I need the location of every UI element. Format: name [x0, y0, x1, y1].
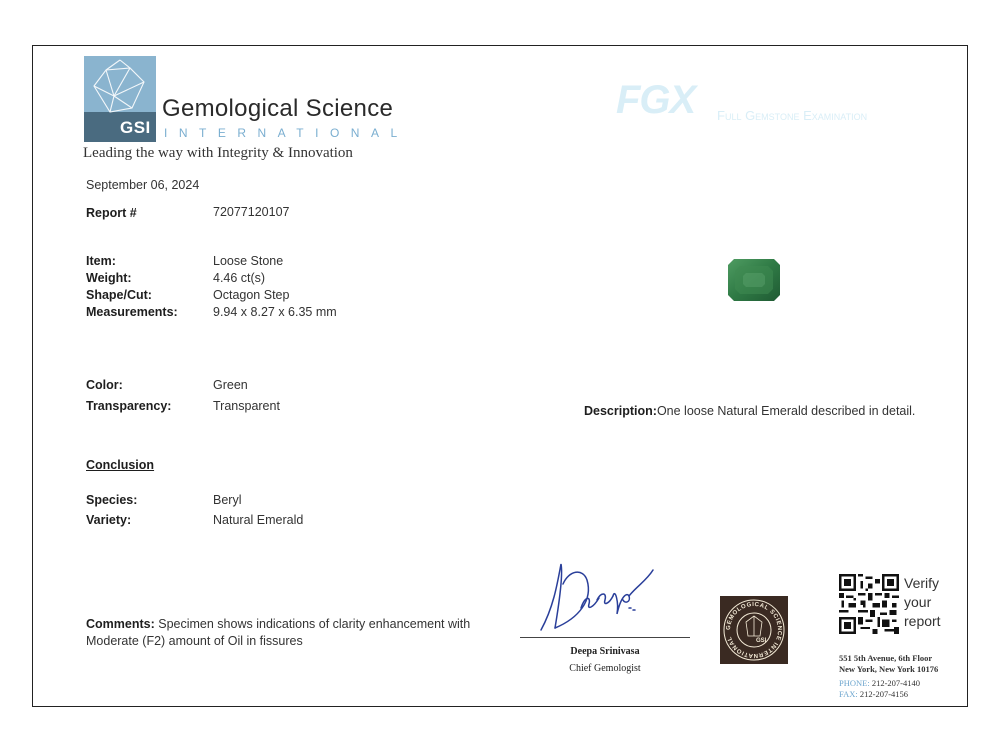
fax-number: 212-207-4156 — [859, 689, 909, 699]
fgx-logo: FGX — [616, 78, 696, 122]
logo-initials: GSI — [120, 118, 151, 137]
fax-label: FAX: — [839, 689, 858, 699]
detail-label: Transparency: — [86, 399, 172, 413]
handwritten-signature-icon — [533, 556, 663, 636]
detail-value: 4.46 ct(s) — [213, 271, 266, 285]
report-certificate — [32, 45, 968, 707]
detail-value: Natural Emerald — [213, 513, 304, 527]
detail-label: Variety: — [86, 513, 132, 527]
comments-label: Comments: — [86, 617, 155, 631]
phone-label: PHONE: — [839, 678, 870, 688]
detail-row — [86, 513, 406, 533]
comments-block — [86, 616, 471, 650]
address-line-2: New York, New York 10176 — [839, 664, 939, 674]
company-name: Gemological Science — [162, 95, 394, 122]
comments-text-2: Moderate (F2) amount of Oil in fissures — [86, 634, 303, 648]
detail-label: Item: — [86, 254, 116, 268]
report-date: September 06, 2024 — [86, 178, 200, 192]
verify-line-3: report — [904, 613, 941, 629]
detail-value: Loose Stone — [213, 254, 284, 268]
emerald-stone-image — [728, 259, 780, 301]
qr-code-icon — [839, 574, 899, 634]
report-number: 72077120107 — [213, 205, 290, 219]
verify-line-1: Verify — [904, 575, 940, 591]
conclusion-block — [86, 493, 406, 533]
signature-name: Deepa Srinivasa — [570, 646, 640, 657]
detail-value: 9.94 x 8.27 x 6.35 mm — [213, 305, 337, 319]
description-label: Description: — [584, 404, 657, 418]
seal-initials: GSI — [756, 638, 767, 644]
seal-icon — [720, 596, 788, 664]
detail-value: Beryl — [213, 493, 242, 507]
emerald-icon — [728, 259, 780, 301]
signature-line — [520, 637, 690, 638]
conclusion-heading: Conclusion — [86, 458, 155, 472]
address-line-1: 551 5th Avenue, 6th Floor — [839, 653, 933, 663]
detail-label: Measurements: — [86, 305, 178, 319]
detail-value: Green — [213, 378, 248, 392]
address-block — [839, 653, 938, 700]
description-text: One loose Natural Emerald described in detail. — [656, 404, 916, 418]
company-sub: INTERNATIONAL — [164, 126, 409, 140]
gsi-logo — [84, 56, 156, 142]
report-number-label: Report # — [86, 206, 137, 220]
detail-label: Shape/Cut: — [86, 288, 152, 302]
detail-label: Species: — [86, 493, 138, 507]
detail-row — [86, 288, 406, 305]
details-block — [86, 254, 406, 322]
detail-row — [86, 399, 406, 420]
verify-line-2: your — [904, 594, 932, 610]
description — [584, 404, 915, 418]
detail-row — [86, 493, 406, 513]
phone-number: 212-207-4140 — [871, 678, 920, 688]
qr-code[interactable] — [839, 574, 899, 634]
gsi-seal — [720, 596, 788, 664]
verify-text — [904, 574, 941, 631]
detail-row — [86, 254, 406, 271]
color-block — [86, 378, 406, 420]
fgx-text: Full Gemstone Examination — [717, 108, 868, 123]
detail-value: Transparent — [213, 399, 280, 413]
signature-image — [533, 556, 663, 636]
detail-label: Weight: — [86, 271, 132, 285]
signature-title: Chief Gemologist — [569, 663, 641, 674]
detail-value: Octagon Step — [213, 288, 290, 302]
detail-row — [86, 305, 406, 322]
detail-row — [86, 271, 406, 288]
seal-text: GEMOLOGICAL SCIENCE INTERNATIONAL — [725, 601, 783, 659]
detail-row — [86, 378, 406, 399]
tagline: Leading the way with Integrity & Innovation — [83, 145, 353, 161]
detail-label: Color: — [86, 378, 123, 392]
comments-text-1: Specimen shows indications of clarity enhancement with — [158, 617, 471, 631]
